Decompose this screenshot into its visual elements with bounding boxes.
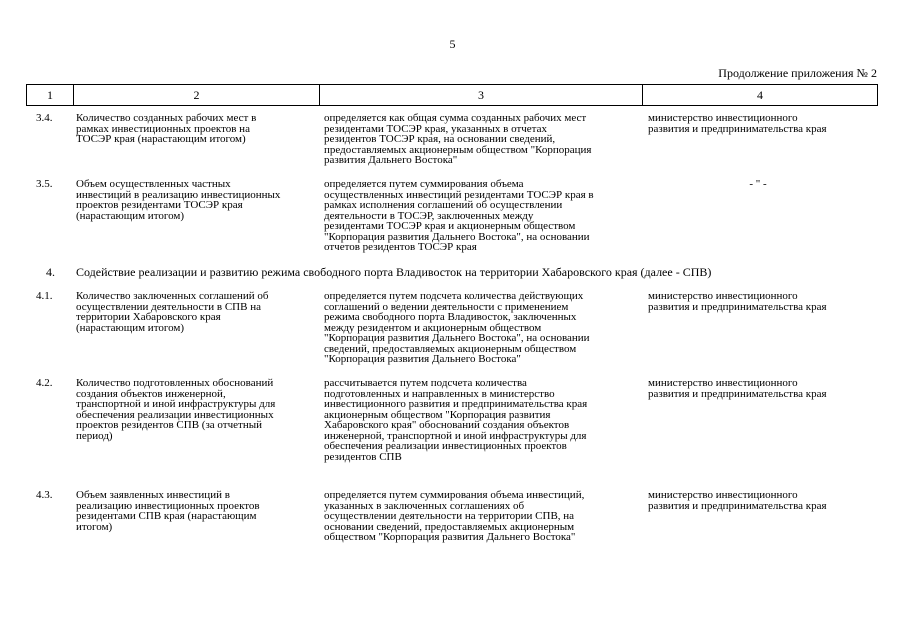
section-title: Содействие реализации и развитию режима свободного порта Владивосток на территории Хабаровского края (далее - СПВ) [76, 265, 712, 279]
responsible-body: министерство инвестиционного развития и предпринимательства края [648, 489, 827, 512]
indicator-name: Количество подготовленных обоснований создания объектов инженерной, транспортной и иной инфраструктуры для обеспечения реализации инвестиционных проектов резидентов СПВ (за отчетный период) [76, 377, 276, 442]
responsible-body: министерство инвестиционного развития и предпринимательства края [648, 290, 827, 313]
indicator-name: Объем заявленных инвестиций в реализацию инвестиционных проектов резидентами СПВ края (нарастающим итогом) [76, 489, 260, 533]
responsible-body: - " - [749, 178, 767, 190]
row-number: 4.2. [36, 377, 53, 389]
calculation-method: определяется как общая сумма созданных рабочих мест резидентами ТОСЭР края, указанных в отчетах резидентов ТОСЭР края, на основании сведений, предоставляемых акционерным обществом "Корпорация развития Дальнего Востока" [324, 112, 592, 166]
row-number: 3.5. [36, 178, 53, 190]
calculation-method: рассчитывается путем подсчета количества подготовленных и направленных в министерство инвестиционного развития и предпринимательства края акционерным обществом "Корпорация развития Хабаровского края" обоснований создания объектов инженерной, транспортной и иной инфраструктуры для обеспечения реализации инвестиционных проектов резидентов СПВ [324, 377, 588, 463]
calculation-method: определяется путем суммирования объема инвестиций, указанных в заключенных соглашениях об осуществлении деятельности на территории СПВ, на основании сведений, предоставляемых акционерным обществом "Корпорация развития Дальнего Востока" [324, 489, 585, 543]
row-number: 3.4. [36, 112, 53, 124]
calculation-method: определяется путем суммирования объема осуществленных инвестиций резидентами ТОСЭР края в рамках исполнения соглашений об осуществлении деятельности в ТОСЭР, заключенных между резидентами ТОСЭР края и акционерным обществом "Корпорация развития Дальнего Востока", на основании отчетов резидентов ТОСЭР края [324, 178, 594, 253]
header-col-2: 2 [193, 88, 200, 102]
header-col-4: 4 [757, 88, 763, 102]
page-number: 5 [449, 37, 456, 51]
continuation-label: Продолжение приложения № 2 [718, 66, 877, 80]
header-col-1: 1 [47, 88, 53, 102]
indicator-name: Количество созданных рабочих мест в рамках инвестиционных проектов на ТОСЭР края (нарастающим итогом) [76, 112, 257, 145]
calculation-method: определяется путем подсчета количества действующих соглашений о ведении деятельности с применением режима свободного порта Владивосток, заключенных между резидентом и акционерным обществом "Корпорация развития Дальнего Востока", на основании сведений, предоставляемых акционерным обществом "Корпорация развития Дальнего Востока" [324, 290, 590, 365]
indicator-name: Количество заключенных соглашений об осуществлении деятельности в СПВ на территории Хабаровского края (нарастающим итогом) [76, 290, 269, 334]
header-col-3: 3 [478, 88, 484, 102]
section-number: 4. [46, 265, 55, 279]
responsible-body: министерство инвестиционного развития и предпринимательства края [648, 112, 827, 135]
indicator-name: Объем осуществленных частных инвестиций в реализацию инвестиционных проектов резидентами ТОСЭР края (нарастающим итогом) [76, 178, 281, 222]
responsible-body: министерство инвестиционного развития и предпринимательства края [648, 377, 827, 400]
row-number: 4.3. [36, 489, 53, 501]
row-number: 4.1. [36, 290, 53, 302]
